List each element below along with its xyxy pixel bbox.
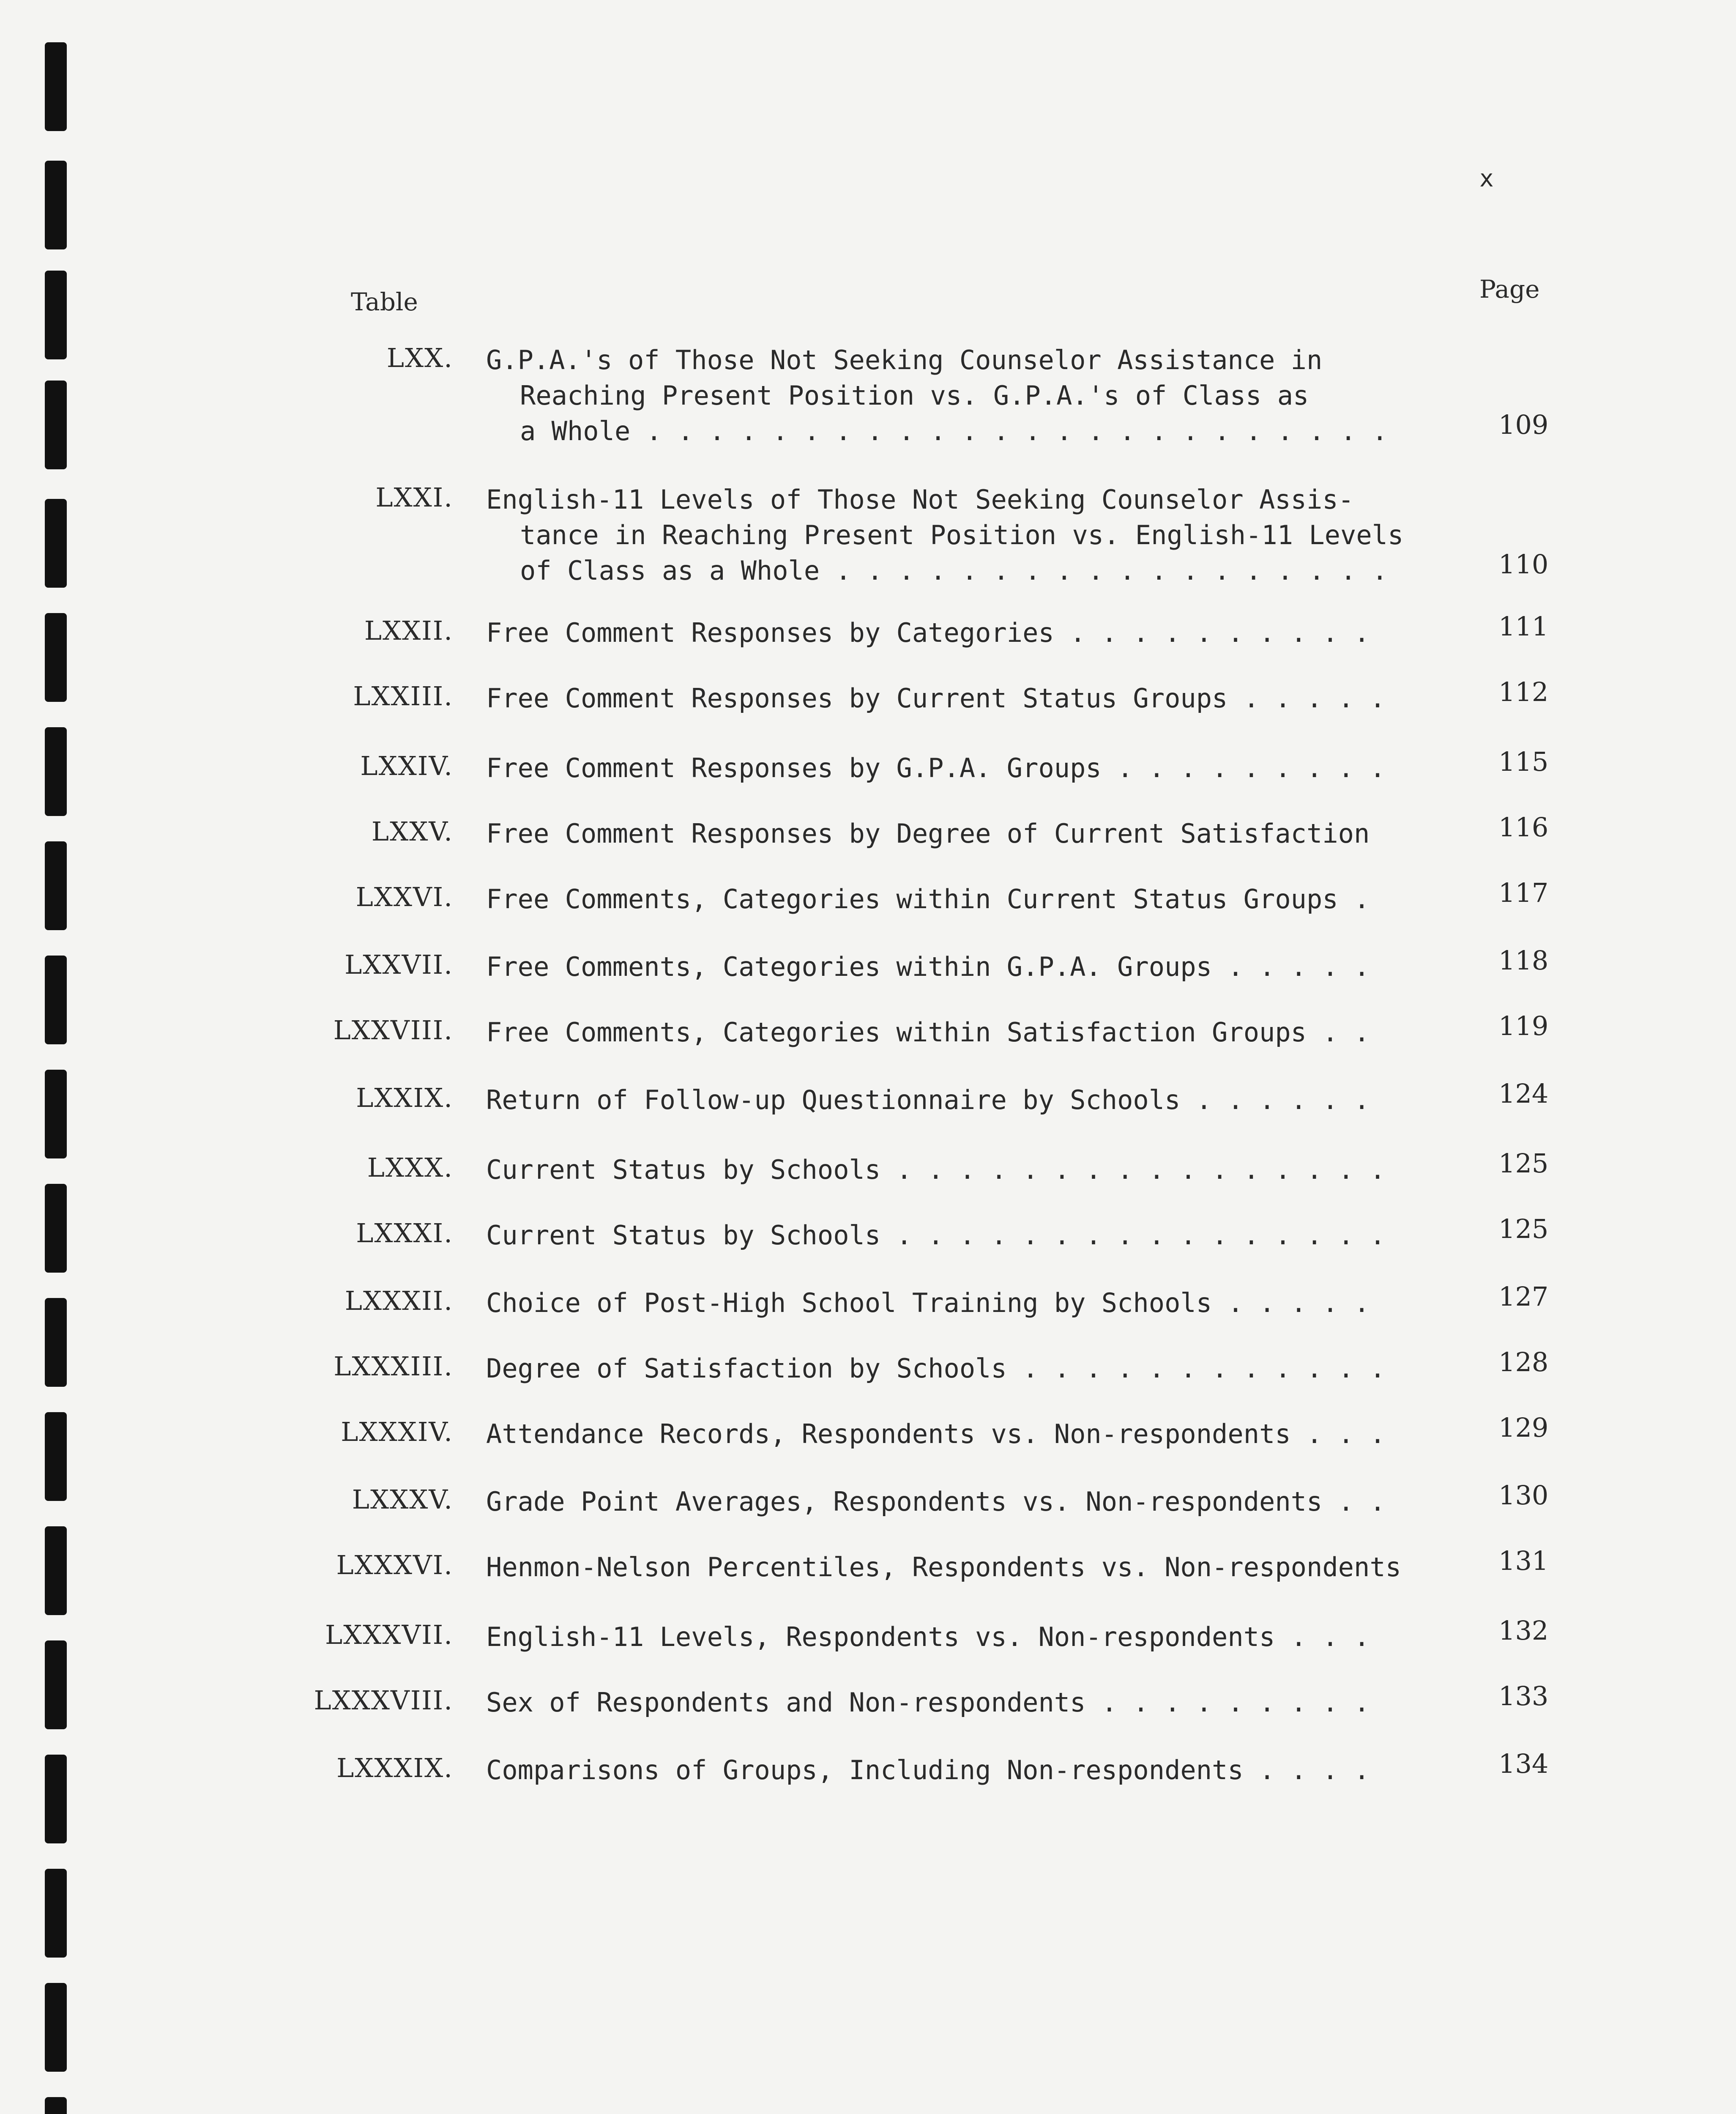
table-numeral: LXXXVIII. bbox=[314, 1685, 453, 1716]
table-numeral: LXXXIX. bbox=[336, 1753, 453, 1783]
table-title bbox=[486, 949, 1441, 985]
table-title-line: Free Comment Responses by Current Status Groups . . . . . bbox=[486, 683, 1386, 714]
page-reference: 119 bbox=[1498, 1010, 1549, 1041]
table-title-line: English-11 Levels of Those Not Seeking Counselor Assis- bbox=[486, 484, 1354, 515]
table-title-line: Free Comments, Categories within Current Status Groups . bbox=[486, 884, 1370, 915]
table-numeral: LXXI. bbox=[375, 482, 453, 513]
page-reference: 118 bbox=[1498, 945, 1549, 976]
page-number: x bbox=[1479, 165, 1494, 192]
page-reference: 127 bbox=[1498, 1281, 1549, 1312]
table-numeral: LXXXV. bbox=[352, 1484, 453, 1515]
page-reference: 111 bbox=[1498, 611, 1549, 642]
table-title bbox=[486, 750, 1441, 786]
page-reference: 125 bbox=[1498, 1148, 1549, 1179]
table-title-line: Degree of Satisfaction by Schools . . . . . . . . . . . . bbox=[486, 1353, 1386, 1384]
table-title bbox=[486, 816, 1441, 852]
page-reference: 130 bbox=[1498, 1480, 1549, 1511]
table-numeral: LXXIX. bbox=[356, 1082, 453, 1113]
table-numeral: LXXXI. bbox=[356, 1218, 453, 1249]
table-numeral: LXXIII. bbox=[353, 681, 453, 712]
table-title-line: Free Comment Responses by Degree of Current Satisfaction bbox=[486, 818, 1370, 849]
table-numeral: LXXXIV. bbox=[341, 1416, 453, 1447]
table-title-line: Free Comments, Categories within G.P.A. Groups . . . . . bbox=[486, 951, 1370, 982]
table-title-line: Choice of Post-High School Training by Schools . . . . . bbox=[486, 1287, 1370, 1318]
table-title bbox=[486, 882, 1441, 917]
table-title-line: Return of Follow-up Questionnaire by Schools . . . . . . bbox=[486, 1084, 1370, 1115]
table-numeral: LXXXVI. bbox=[336, 1550, 453, 1580]
page-reference: 133 bbox=[1498, 1681, 1549, 1711]
table-title-line: Current Status by Schools . . . . . . . . . . . . . . . . bbox=[486, 1220, 1386, 1251]
page-column-heading: Page bbox=[1479, 275, 1540, 304]
page-reference: 115 bbox=[1498, 746, 1549, 777]
table-numeral: LXXVIII. bbox=[333, 1015, 453, 1046]
page-reference: 125 bbox=[1498, 1213, 1549, 1244]
table-numeral: LXXV. bbox=[371, 816, 453, 847]
page-reference: 128 bbox=[1498, 1347, 1549, 1377]
table-title bbox=[486, 681, 1441, 716]
table-title bbox=[486, 482, 1441, 589]
table-title bbox=[486, 615, 1441, 651]
table-numeral: LXXXVII. bbox=[325, 1619, 453, 1650]
table-title-line: G.P.A.'s of Those Not Seeking Counselor Assistance in bbox=[486, 345, 1323, 375]
table-title-line: Henmon-Nelson Percentiles, Respondents vs. Non-respondents bbox=[486, 1552, 1401, 1583]
table-numeral: LXXII. bbox=[364, 615, 453, 646]
table-title bbox=[486, 1619, 1441, 1655]
page-reference: 109 bbox=[1498, 409, 1549, 440]
table-title-line: tance in Reaching Present Position vs. English-11 Levels bbox=[520, 520, 1404, 550]
table-title-line: Current Status by Schools . . . . . . . . . . . . . . . . bbox=[486, 1154, 1386, 1185]
table-title bbox=[486, 1218, 1441, 1253]
table-numeral: LXX. bbox=[386, 342, 453, 373]
table-title bbox=[486, 342, 1441, 449]
page-reference: 134 bbox=[1498, 1748, 1549, 1779]
table-numeral: LXXVI. bbox=[355, 882, 453, 912]
page-reference: 131 bbox=[1498, 1545, 1549, 1576]
table-title bbox=[486, 1152, 1441, 1188]
table-title bbox=[486, 1550, 1441, 1585]
page-reference: 117 bbox=[1498, 877, 1549, 908]
table-title-line: Free Comment Responses by G.P.A. Groups . . . . . . . . . bbox=[486, 753, 1386, 783]
table-title-line: Comparisons of Groups, Including Non-respondents . . . . bbox=[486, 1755, 1370, 1785]
table-title-line: Attendance Records, Respondents vs. Non-respondents . . . bbox=[486, 1418, 1386, 1449]
table-numeral: LXXXIII. bbox=[334, 1351, 453, 1382]
page-reference: 116 bbox=[1498, 812, 1549, 843]
table-title bbox=[486, 1484, 1441, 1520]
table-title-line: Reaching Present Position vs. G.P.A.'s of Class as bbox=[520, 380, 1309, 411]
table-numeral: LXXVII. bbox=[344, 949, 453, 980]
page-reference: 132 bbox=[1498, 1615, 1549, 1646]
table-title bbox=[486, 1285, 1441, 1321]
table-title bbox=[486, 1082, 1441, 1118]
table-title-line: Free Comment Responses by Categories . . . . . . . . . . bbox=[486, 617, 1370, 648]
table-title bbox=[486, 1351, 1441, 1386]
page-reference: 124 bbox=[1498, 1078, 1549, 1109]
table-title-line: Free Comments, Categories within Satisfaction Groups . . bbox=[486, 1017, 1370, 1048]
page-reference: 112 bbox=[1498, 676, 1549, 707]
table-title bbox=[486, 1015, 1441, 1050]
page-reference: 129 bbox=[1498, 1412, 1549, 1443]
table-title bbox=[486, 1685, 1441, 1720]
table-numeral: LXXX. bbox=[367, 1152, 453, 1183]
table-title bbox=[486, 1416, 1441, 1452]
table-numeral: LXXIV. bbox=[360, 750, 453, 781]
table-title-line: of Class as a Whole . . . . . . . . . . . . . . . . . . bbox=[520, 555, 1388, 586]
table-numeral: LXXXII. bbox=[344, 1285, 453, 1316]
table-title-line: a Whole . . . . . . . . . . . . . . . . . . . . . . . . bbox=[520, 416, 1388, 446]
page-reference: 110 bbox=[1498, 549, 1549, 580]
table-title-line: Grade Point Averages, Respondents vs. Non-respondents . . bbox=[486, 1486, 1386, 1517]
table-title-line: Sex of Respondents and Non-respondents . . . . . . . . . bbox=[486, 1687, 1370, 1718]
table-title bbox=[486, 1753, 1441, 1788]
table-title-line: English-11 Levels, Respondents vs. Non-respondents . . . bbox=[486, 1621, 1370, 1652]
table-column-heading: Table bbox=[351, 288, 418, 316]
